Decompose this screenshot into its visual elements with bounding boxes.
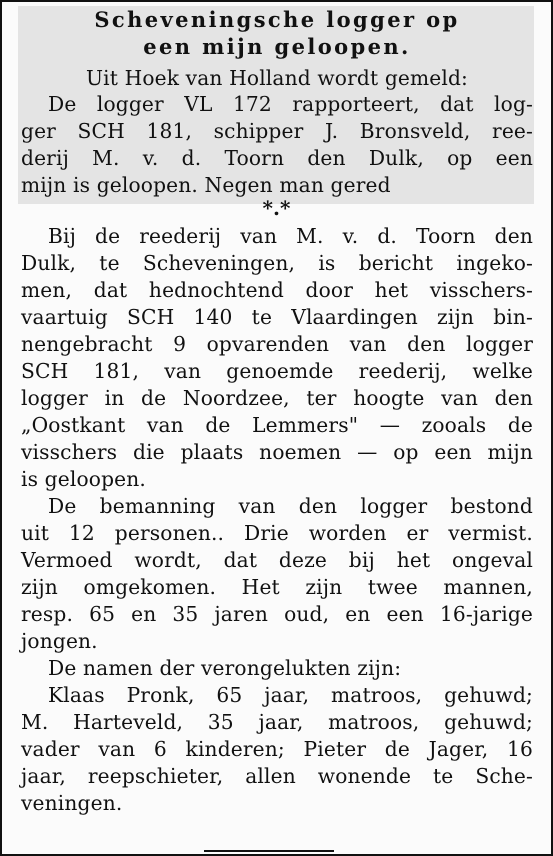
intro-line: derij M. v. d. Toorn den Dulk, op een — [21, 146, 533, 170]
paragraph-line: jongen. — [21, 629, 98, 653]
paragraph-line: nengebracht 9 opvarenden van den logger — [21, 332, 533, 356]
paragraph-line: veningen. — [21, 791, 123, 815]
paragraph-line: uit 12 personen.. Drie worden er vermist. — [21, 521, 533, 545]
paragraph-line: vaartuig SCH 140 te Vlaardingen zijn bin- — [21, 305, 533, 329]
headline-line-2: een mijn geloopen. — [143, 34, 411, 59]
paragraph-line: men, dat hednochtend door het visschers- — [21, 278, 533, 302]
intro-line: ger SCH 181, schipper J. Bronsveld, ree- — [21, 119, 533, 143]
paragraph-line: M. Harteveld, 35 jaar, matroos, gehuwd; — [21, 710, 533, 734]
paragraph-line: De bemanning van den logger bestond — [48, 494, 533, 518]
paragraph-line: Vermoed wordt, dat deze bij het ongeval — [21, 548, 533, 572]
intro-line: De logger VL 172 rapporteert, dat log- — [48, 92, 533, 116]
paragraph-line: logger in de Noordzee, ter hoogte van den — [21, 386, 533, 410]
intro-line: Uit Hoek van Holland wordt gemeld: — [85, 66, 469, 90]
paragraph-line: Dulk, te Scheveningen, is bericht ingeko- — [21, 251, 533, 275]
paragraph-line: De namen der verongelukten zijn: — [48, 656, 402, 680]
paragraph-line: is geloopen. — [21, 467, 146, 491]
paragraph-line: SCH 181, van genoemde reederij, welke — [21, 359, 533, 383]
paragraph-line: „Oostkant van de Lemmers" — zooals de — [21, 413, 533, 437]
paragraph-line: vader van 6 kinderen; Pieter de Jager, 16 — [21, 737, 533, 761]
paragraph-line: visschers die plaats noemen — op een mijn — [21, 440, 533, 464]
paragraph-line: jaar, reepschieter, allen wonende te Sche- — [21, 764, 533, 788]
paragraph-line: Bij de reederij van M. v. d. Toorn den — [48, 224, 533, 248]
paragraph-line: resp. 65 en 35 jaren oud, en een 16-jarige — [21, 602, 533, 626]
section-separator: *.* — [262, 196, 291, 220]
paragraph-line: Klaas Pronk, 65 jaar, matroos, gehuwd; — [48, 683, 533, 707]
paragraph-line: zijn omgekomen. Het zijn twee mannen, — [21, 575, 533, 599]
headline-line-1: Scheveningsche logger op — [94, 7, 460, 32]
end-rule — [204, 850, 334, 852]
intro-line: mijn is geloopen. Negen man gered — [21, 173, 391, 197]
